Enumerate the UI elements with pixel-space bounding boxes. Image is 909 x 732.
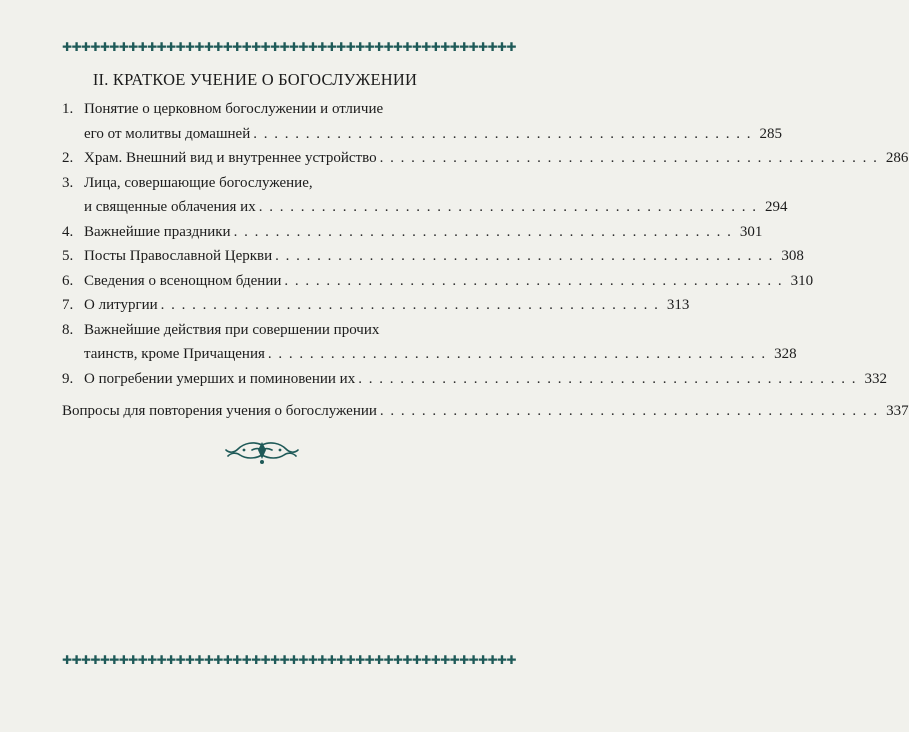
table-of-contents [62,97,909,424]
toc-entry-title-continued: таинств, кроме Причащения [84,346,265,362]
toc-entry-page: 328 [774,346,797,362]
dot-leader: . . . . . . . . . . . . . . . . . . . . . . . . . . . . . . . . . . . . . . . . . . . . . . . . [284,272,784,289]
dot-leader: . . . . . . . . . . . . . . . . . . . . . . . . . . . . . . . . . . . . . . . . . . . . . . . . [267,346,767,362]
floral-vignette-icon [222,437,302,467]
toc-entry-title: Понятие о церковном богослужении и отличие [84,101,384,117]
toc-entry-number: 4. [62,223,74,240]
toc-entry-page: 332 [864,370,887,387]
toc-entry-page: 301 [739,223,763,240]
bottom-decorative-border: ✚✚✚✚✚✚✚✚✚✚✚✚✚✚✚✚✚✚✚✚✚✚✚✚✚✚✚✚✚✚✚✚✚✚✚✚✚✚✚✚✚✚✚✚✚✚✚✚ [62,653,516,667]
toc-entry-title-continued: и священные облачения их [84,199,256,215]
toc-entry-title-continued: его от молитвы домашней [84,125,251,142]
toc-review-page: 337 [886,403,909,419]
toc-entry-number: 5. [62,248,74,264]
toc-entry-page: 310 [790,272,814,289]
toc-entry-page: 285 [759,125,782,142]
toc-entry-page: 286 [885,150,909,166]
toc-entry-4[interactable] [62,220,763,245]
toc-entry-number: 7. [62,297,74,313]
dot-leader: . . . . . . . . . . . . . . . . . . . . . . . . . . . . . . . . . . . . . . . . . . . . . . . . [275,248,774,264]
toc-entry-title: Сведения о всенощном бдении [84,272,282,289]
toc-entry-5[interactable] [62,244,804,269]
dot-leader: . . . . . . . . . . . . . . . . . . . . . . . . . . . . . . . . . . . . . . . . . . . . . . . . [358,370,857,387]
dot-leader: . . . . . . . . . . . . . . . . . . . . . . . . . . . . . . . . . . . . . . . . . . . . . . . . [233,223,733,240]
toc-review-questions[interactable] [62,399,909,424]
toc-entry-page: 313 [666,297,690,313]
toc-entry-1[interactable] [62,97,782,146]
toc-entry-page: 294 [764,199,788,215]
toc-entry-2[interactable] [62,146,909,171]
section-title: II. КРАТКОЕ УЧЕНИЕ О БОГОСЛУЖЕНИИ [92,70,418,89]
toc-entry-title: Храм. Внешний вид и внутреннее устройство [84,150,377,166]
dot-leader: . . . . . . . . . . . . . . . . . . . . . . . . . . . . . . . . . . . . . . . . . . . . . . . . [160,297,660,313]
toc-entry-number: 2. [62,150,74,166]
dot-leader: . . . . . . . . . . . . . . . . . . . . . . . . . . . . . . . . . . . . . . . . . . . . . . . . [253,125,752,142]
toc-entry-title: О литургии [84,297,158,313]
dot-leader: . . . . . . . . . . . . . . . . . . . . . . . . . . . . . . . . . . . . . . . . . . . . . . . . [379,150,879,166]
toc-entry-9[interactable] [62,367,887,392]
top-decorative-border: ✚✚✚✚✚✚✚✚✚✚✚✚✚✚✚✚✚✚✚✚✚✚✚✚✚✚✚✚✚✚✚✚✚✚✚✚✚✚✚✚✚✚✚✚✚✚✚✚ [62,40,516,54]
toc-entry-title: Посты Православной Церкви [84,248,273,264]
toc-entry-number: 1. [62,101,74,117]
toc-entry-title: Важнейшие действия при совершении прочих [84,321,380,338]
toc-entry-number: 9. [62,370,74,387]
toc-entry-3[interactable] [62,171,788,220]
dot-leader: . . . . . . . . . . . . . . . . . . . . . . . . . . . . . . . . . . . . . . . . . . . . . . . . [258,199,758,215]
toc-entry-number: 8. [62,321,74,338]
toc-entry-8[interactable] [62,318,797,367]
toc-entry-7[interactable] [62,293,690,318]
dot-leader: . . . . . . . . . . . . . . . . . . . . . . . . . . . . . . . . . . . . . . . . . . . . . . . . [379,403,879,419]
toc-entry-title: Лица, совершающие богослужение, [84,174,313,191]
toc-entry-title: Важнейшие праздники [84,223,231,240]
toc-review-title: Вопросы для повторения учения о богослужении [62,403,377,419]
toc-entry-6[interactable] [62,269,814,294]
toc-entry-title: О погребении умерших и поминовении их [84,370,356,387]
toc-entry-number: 6. [62,272,74,289]
toc-entry-page: 308 [781,248,804,264]
toc-entry-number: 3. [62,174,74,191]
